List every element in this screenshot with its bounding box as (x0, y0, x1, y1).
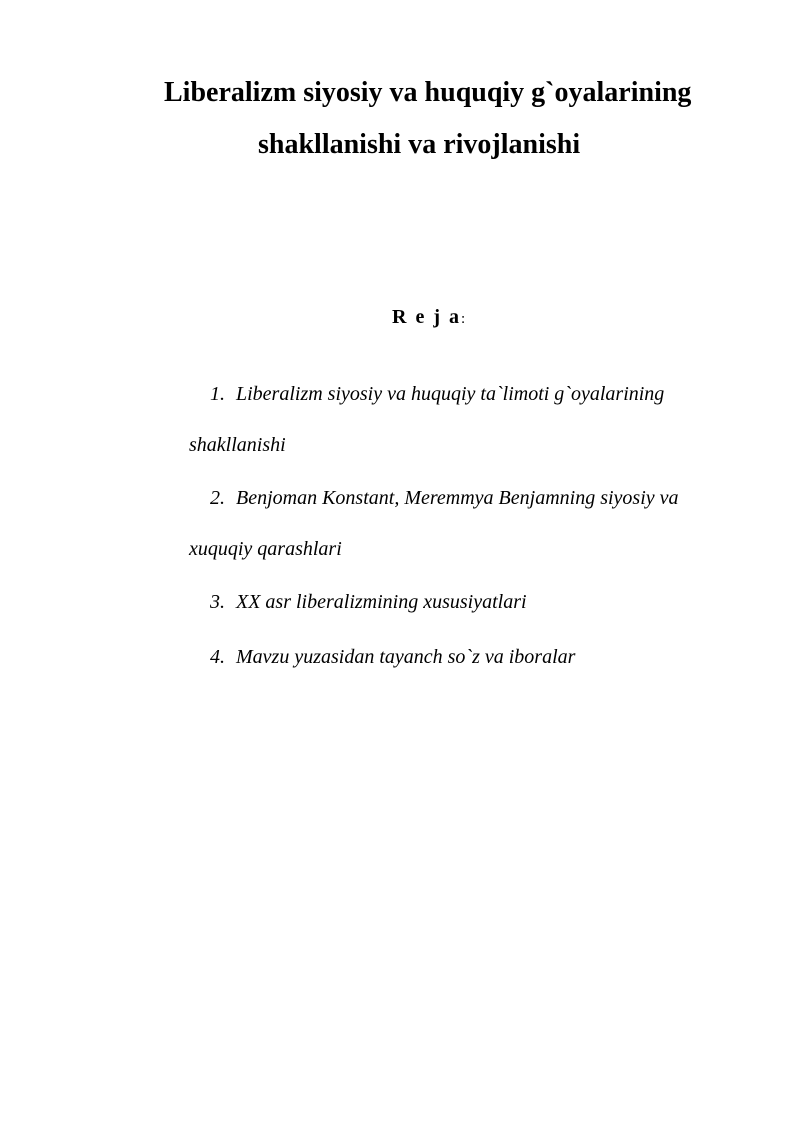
plan-item-2 (210, 488, 679, 508)
plan-heading-text: R e j a (392, 306, 461, 328)
plan-heading (392, 306, 465, 329)
plan-item-number: 4. (210, 646, 225, 668)
plan-item-1 (210, 384, 664, 404)
plan-heading-colon: : (460, 311, 466, 327)
plan-item-number: 2. (210, 487, 225, 509)
plan-item-2-continuation: xuquqiy qarashlari (189, 538, 342, 560)
plan-item-number: 1. (210, 383, 225, 405)
plan-item-text: Mavzu yuzasidan tayanch so`z va iboralar (236, 646, 576, 668)
plan-item-number: 3. (210, 591, 225, 613)
document-title-line-2: shakllanishi va rivojlanishi (258, 129, 581, 160)
plan-item-4 (210, 647, 575, 667)
plan-item-text: Benjoman Konstant, Meremmya Benjamning siyosiy va (236, 487, 679, 509)
plan-item-text: XX asr liberalizmining xususiyatlari (236, 591, 527, 613)
plan-item-3 (210, 592, 527, 612)
document-title-line-1: Liberalizm siyosiy va huquqiy g`oyalarining (164, 77, 692, 108)
plan-item-1-continuation: shakllanishi (189, 434, 286, 456)
plan-item-text: Liberalizm siyosiy va huquqiy ta`limoti g`oyalarining (236, 383, 665, 405)
